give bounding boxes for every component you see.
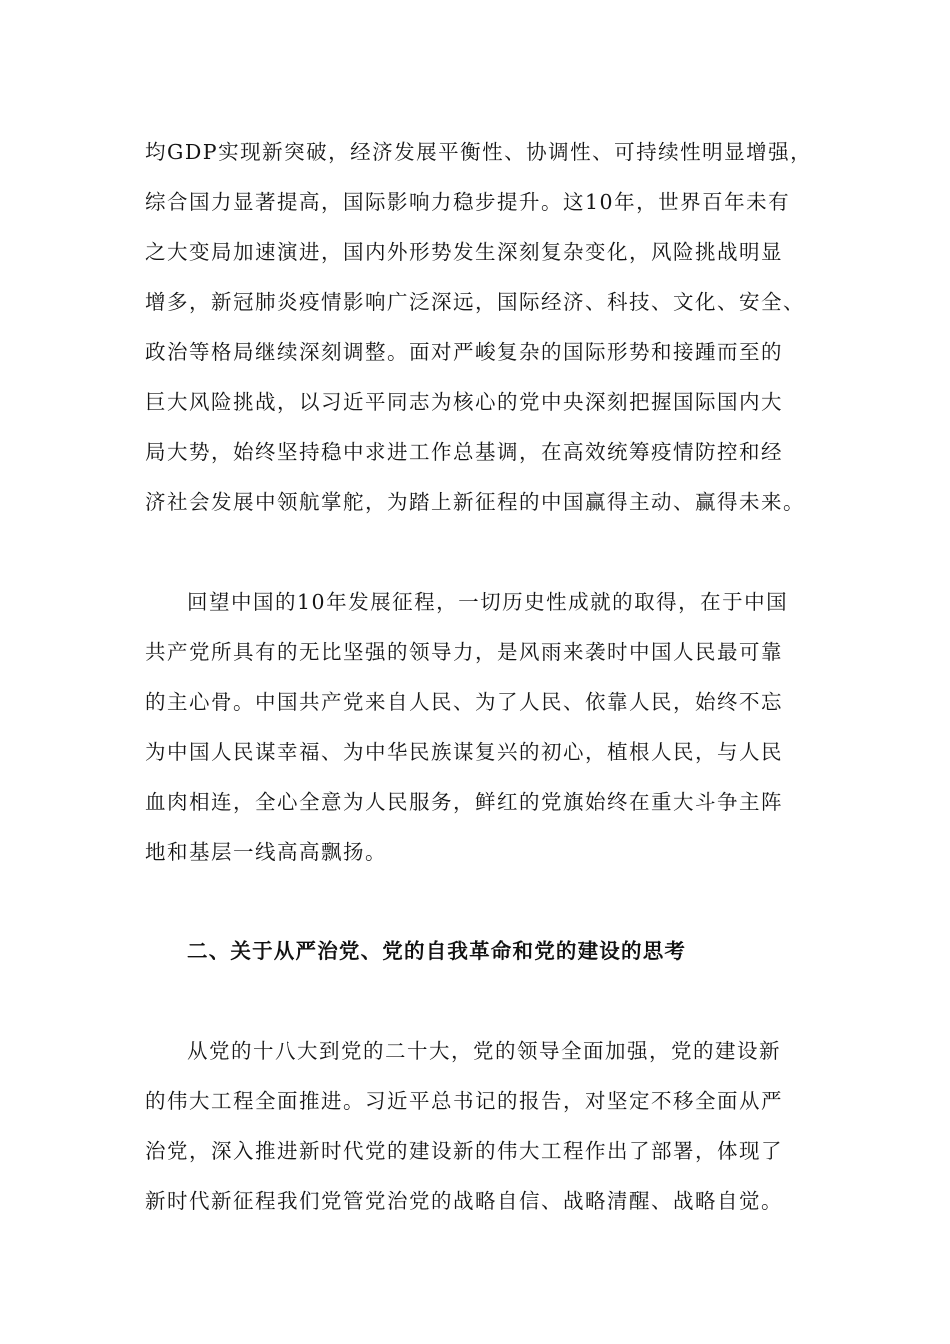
text-line: 为中国人民谋幸福、为中华民族谋复兴的初心，植根人民，与人民	[145, 740, 783, 764]
text-line: 共产党所具有的无比坚强的领导力，是风雨来袭时中国人民最可靠	[145, 640, 783, 664]
text-line: 增多，新冠肺炎疫情影响广泛深远，国际经济、科技、文化、安全、	[145, 290, 805, 314]
text-line: 济社会发展中领航掌舵，为踏上新征程的中国赢得主动、赢得未来。	[145, 490, 805, 514]
text-line: 新时代新征程我们党管党治党的战略自信、战略清醒、战略自觉。	[145, 1189, 783, 1213]
text-line: 从党的十八大到党的二十大，党的领导全面加强，党的建设新	[187, 1039, 781, 1063]
text-line: 回望中国的10年发展征程，一切历史性成就的取得，在于中国	[187, 590, 789, 614]
text-line: 之大变局加速演进，国内外形势发生深刻复杂变化，风险挑战明显	[145, 240, 783, 264]
text-line: 地和基层一线高高飘扬。	[145, 840, 387, 864]
text-line: 巨大风险挑战，以习近平同志为核心的党中央深刻把握国际国内大	[145, 390, 783, 414]
text-line: 综合国力显著提高，国际影响力稳步提升。这10年，世界百年未有	[145, 190, 791, 214]
text-line: 政治等格局继续深刻调整。面对严峻复杂的国际形势和接踵而至的	[145, 340, 783, 364]
section-heading: 二、关于从严治党、党的自我革命和党的建设的思考	[187, 939, 687, 963]
text-line: 均GDP实现新突破，经济发展平衡性、协调性、可持续性明显增强，	[145, 140, 813, 164]
text-line: 局大势，始终坚持稳中求进工作总基调，在高效统筹疫情防控和经	[145, 440, 783, 464]
text-line: 的伟大工程全面推进。习近平总书记的报告，对坚定不移全面从严	[145, 1089, 783, 1113]
text-line: 治党，深入推进新时代党的建设新的伟大工程作出了部署，体现了	[145, 1139, 783, 1163]
text-line: 血肉相连，全心全意为人民服务，鲜红的党旗始终在重大斗争主阵	[145, 790, 783, 814]
text-line: 的主心骨。中国共产党来自人民、为了人民、依靠人民，始终不忘	[145, 690, 783, 714]
